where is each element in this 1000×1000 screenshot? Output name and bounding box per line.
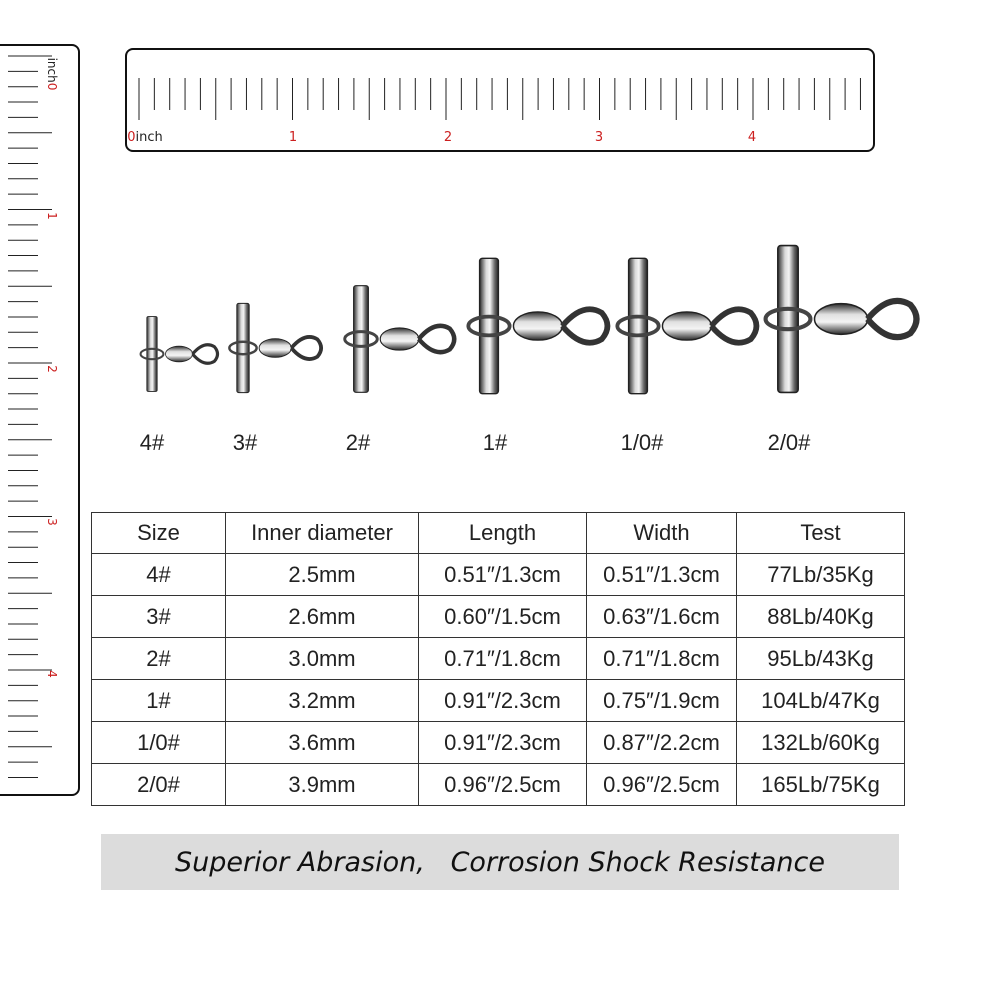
header-test: Test (737, 513, 905, 554)
vruler-label-2: 2 (45, 365, 59, 373)
ruler-label-1: 1 (288, 130, 298, 145)
swivel-2-image (345, 286, 455, 393)
size-label-2: 2# (345, 430, 371, 455)
feature-banner-text: Superior Abrasion, Corrosion Shock Resistance (174, 846, 825, 878)
spec-table (91, 512, 905, 806)
cell-inner-diameter: 3.6mm (226, 722, 419, 764)
cell-test: 132Lb/60Kg (737, 722, 905, 764)
cell-size: 4# (92, 554, 226, 596)
size-label-2-0: 2/0# (767, 430, 811, 455)
cell-test: 104Lb/47Kg (737, 680, 905, 722)
swivel-2-0-image (766, 246, 917, 393)
cell-length: 0.91″/2.3cm (419, 680, 587, 722)
cell-width: 0.96″/2.5cm (587, 764, 737, 806)
ruler-label-2: 2 (443, 130, 453, 145)
ruler-label-4: 4 (747, 130, 757, 145)
cell-test: 165Lb/75Kg (737, 764, 905, 806)
table-row (92, 722, 905, 764)
vruler-label-3: 3 (45, 518, 59, 526)
size-label-1-0: 1/0# (620, 430, 664, 455)
cell-size: 3# (92, 596, 226, 638)
size-label-3: 3# (232, 430, 258, 455)
cell-inner-diameter: 3.0mm (226, 638, 419, 680)
swivel-1-0-image (617, 258, 756, 393)
swivel-1-image (468, 258, 607, 393)
table-row (92, 596, 905, 638)
cell-test: 95Lb/43Kg (737, 638, 905, 680)
cell-length: 0.51″/1.3cm (419, 554, 587, 596)
cell-width: 0.75″/1.9cm (587, 680, 737, 722)
header-length: Length (419, 513, 587, 554)
table-row (92, 638, 905, 680)
cell-length: 0.60″/1.5cm (419, 596, 587, 638)
ruler-label-3: 3 (594, 130, 604, 145)
cell-inner-diameter: 2.5mm (226, 554, 419, 596)
table-row (92, 764, 905, 806)
cell-size: 2# (92, 638, 226, 680)
size-label-1: 1# (482, 430, 508, 455)
cell-length: 0.91″/2.3cm (419, 722, 587, 764)
cell-width: 0.63″/1.6cm (587, 596, 737, 638)
cell-test: 88Lb/40Kg (737, 596, 905, 638)
size-label-4: 4# (139, 430, 165, 455)
cell-size: 2/0# (92, 764, 226, 806)
product-illustrations (0, 0, 1000, 420)
vruler-label-0: inch0 (45, 57, 59, 91)
table-row (92, 554, 905, 596)
vruler-label-4: 4 (45, 670, 59, 678)
header-width: Width (587, 513, 737, 554)
table-row (92, 680, 905, 722)
cell-length: 0.96″/2.5cm (419, 764, 587, 806)
vruler-label-1: 1 (45, 212, 59, 220)
cell-width: 0.87″/2.2cm (587, 722, 737, 764)
cell-inner-diameter: 3.2mm (226, 680, 419, 722)
swivel-4-image (141, 317, 218, 392)
feature-banner (101, 834, 899, 890)
header-size: Size (92, 513, 226, 554)
cell-test: 77Lb/35Kg (737, 554, 905, 596)
cell-size: 1# (92, 680, 226, 722)
swivel-3-image (229, 303, 321, 392)
ruler-label-0: 0inch (127, 130, 163, 145)
cell-inner-diameter: 2.6mm (226, 596, 419, 638)
cell-length: 0.71″/1.8cm (419, 638, 587, 680)
table-header-row (92, 513, 905, 554)
cell-width: 0.51″/1.3cm (587, 554, 737, 596)
cell-size: 1/0# (92, 722, 226, 764)
cell-width: 0.71″/1.8cm (587, 638, 737, 680)
header-inner-diameter: Inner diameter (226, 513, 419, 554)
cell-inner-diameter: 3.9mm (226, 764, 419, 806)
